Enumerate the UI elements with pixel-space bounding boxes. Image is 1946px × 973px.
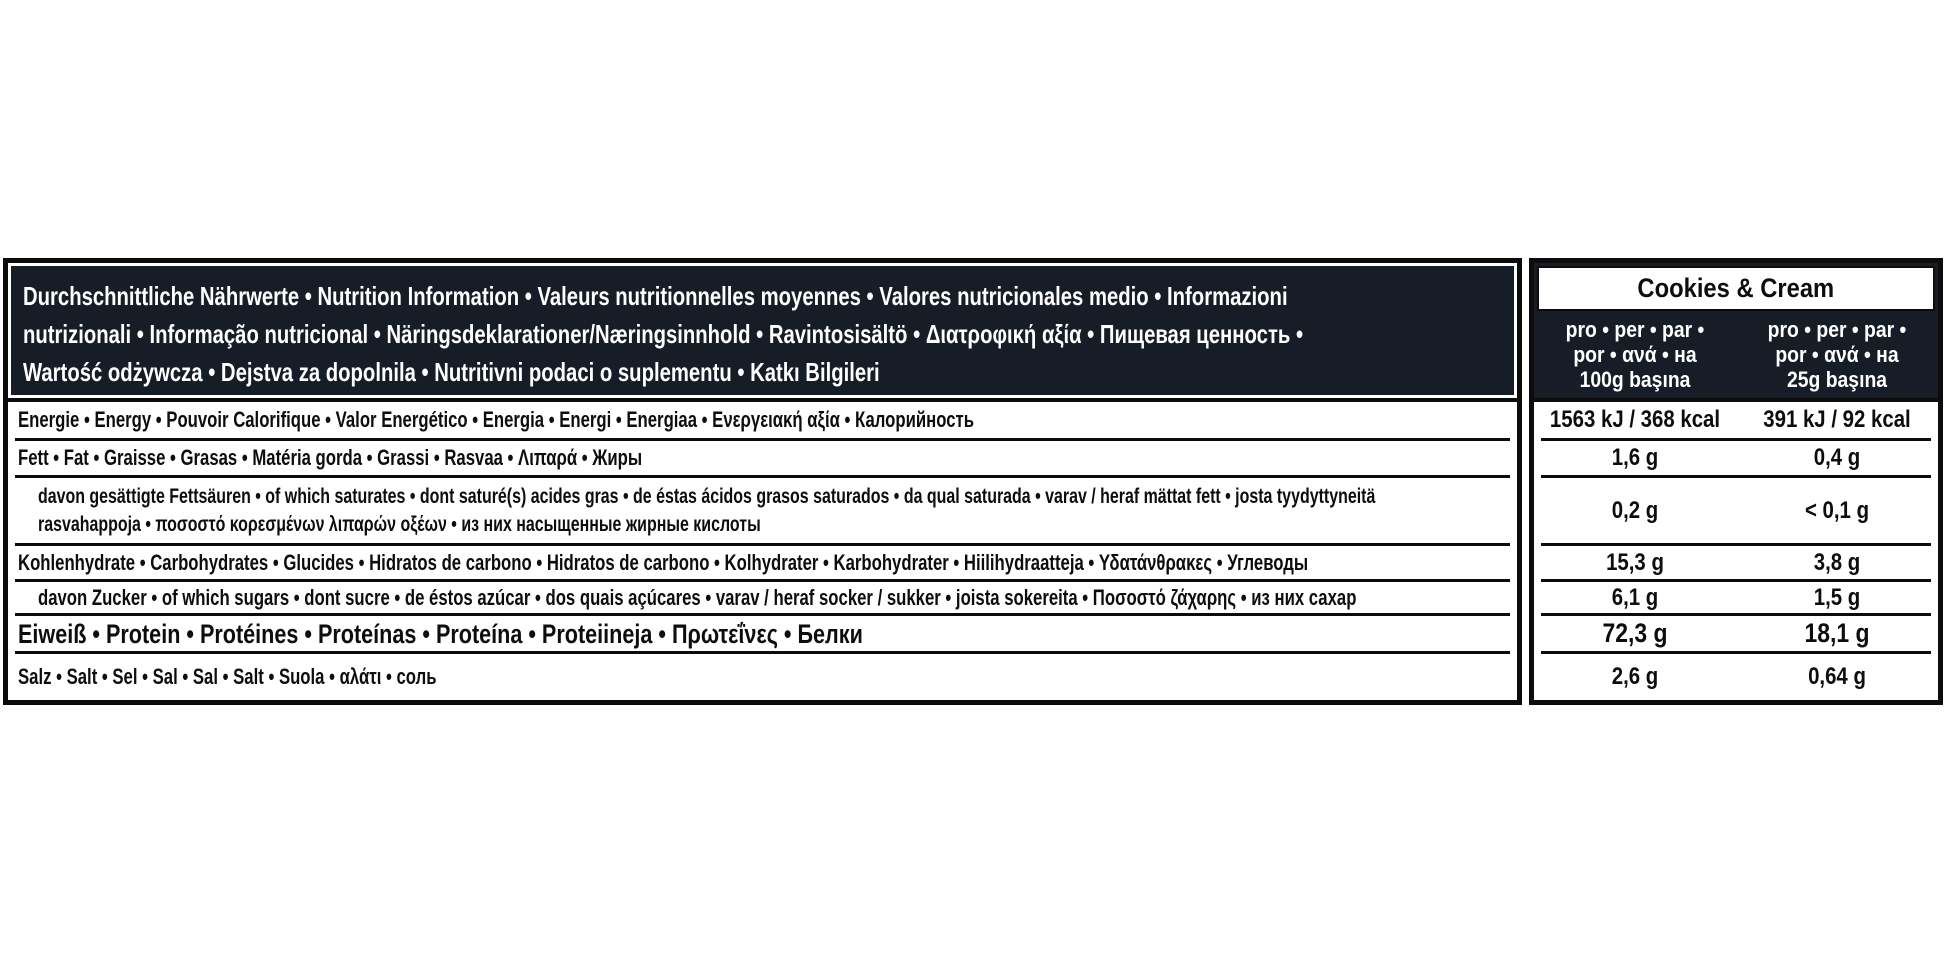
fat-label-text: Fett • Fat • Graisse • Grasas • Matéria gorda • Grassi • Rasvaa • Λιπαρά • Жиры: [18, 445, 643, 470]
value-rows: [1534, 402, 1938, 700]
salt-label-text: Salz • Salt • Sel • Sal • Sal • Salt • Suola • αλάτι • соль: [18, 664, 437, 689]
protein-per-100g: 72,3 g: [1602, 618, 1668, 648]
per-25g-line-1: pro • per • par •: [1767, 316, 1907, 342]
salt-per-100g: 2,6 g: [1611, 663, 1659, 690]
per-25g-line-2: por • ανά • на: [1775, 341, 1899, 367]
energy-per-25g: 391 kJ / 92 kcal: [1763, 406, 1911, 433]
per-25g-line-3: 25g başına: [1786, 366, 1888, 392]
fat-per-100g: 1,6 g: [1611, 444, 1659, 471]
row-energy-values: [1534, 402, 1938, 438]
sugars-per-100g: 6,1 g: [1611, 583, 1659, 611]
row-sugars-label: [8, 582, 1517, 613]
saturates-per-25g: < 0,1 g: [1804, 496, 1870, 524]
per-100g-line-2: por • ανά • на: [1573, 341, 1697, 367]
row-salt-label: [8, 654, 1517, 700]
row-salt-values: [1534, 654, 1938, 700]
row-sugars-values: [1534, 582, 1938, 613]
values-panel: [1529, 258, 1943, 705]
salt-per-25g: 0,64 g: [1808, 663, 1866, 690]
per-100g-line-1: pro • per • par •: [1565, 316, 1705, 342]
row-fat-values: [1534, 441, 1938, 475]
header-line-1: Durchschnittliche Nährwerte • Nutrition Information • Valeurs nutritionnelles moyennes • Valores nutricionales medio • Informazioni: [23, 281, 1288, 311]
header-line-3: Wartość odżywcza • Dejstva za dopolnila • Nutritivni podaci o suplementu • Katkı Bilgileri: [23, 357, 880, 387]
values-header: [1534, 263, 1938, 402]
per-100g-header: [1534, 314, 1736, 394]
per-100g-line-3: 100g başına: [1579, 366, 1691, 392]
carbohydrates-per-25g: 3,8 g: [1813, 548, 1861, 576]
protein-per-25g: 18,1 g: [1804, 618, 1870, 648]
row-carbohydrates-values: [1534, 546, 1938, 579]
per-25g-header: [1736, 314, 1938, 394]
row-protein-values: [1534, 616, 1938, 651]
row-saturates-label: [8, 478, 1517, 543]
energy-label-text: Energie • Energy • Pouvoir Calorifique • Valor Energético • Energia • Energi • Energiaa • Ενεργειακή αξία • Калорийность: [18, 407, 974, 432]
saturates-label-text-1: davon gesättigte Fettsäuren • of which saturates • dont saturé(s) acides gras • de éstas ácidos grasos saturados • da qual saturada • varav / heraf mättat fett • josta tyydyttyneitä: [38, 484, 1376, 508]
product-name: Cookies & Cream: [1637, 273, 1835, 303]
labels-panel: [3, 258, 1522, 705]
energy-per-100g: 1563 kJ / 368 kcal: [1549, 406, 1721, 433]
protein-label-text: Eiweiß • Protein • Protéines • Proteínas • Proteína • Proteiineja • Πρωτεΐνες • Белки: [18, 618, 863, 649]
fat-per-25g: 0,4 g: [1813, 444, 1861, 471]
label-rows: [8, 402, 1517, 700]
table-header: [8, 263, 1517, 402]
serving-headers: [1534, 314, 1938, 398]
row-carbohydrates-label: [8, 546, 1517, 579]
row-saturates-values: [1534, 478, 1938, 543]
product-name-box: [1537, 266, 1935, 311]
row-protein-label: [8, 616, 1517, 651]
nutrition-table: [3, 258, 1943, 705]
header-line-2: nutrizionali • Informação nutricional • Näringsdeklarationer/Næringsinnhold • Ravintosisältö • Διατροφική αξία • Пищевая ценность •: [23, 319, 1304, 349]
carbohydrates-per-100g: 15,3 g: [1606, 548, 1664, 576]
saturates-label-text-2: rasvahappoja • ποσοστό κορεσμένων λιπαρών οξέων • из них насыщенные жирные кислоты: [38, 512, 761, 536]
sugars-label-text: davon Zucker • of which sugars • dont sucre • de éstos azúcar • dos quais açúcares • varav / heraf socker / sukker • joista sokereita • Ποσοστό ζάχαρης • из них сахар: [38, 584, 1357, 610]
saturates-per-100g: 0,2 g: [1611, 496, 1659, 524]
row-fat-label: [8, 441, 1517, 475]
row-energy-label: [8, 402, 1517, 438]
sugars-per-25g: 1,5 g: [1813, 583, 1861, 611]
table-header-text: [11, 266, 1514, 395]
carbohydrates-label-text: Kohlenhydrate • Carbohydrates • Glucides • Hidratos de carbono • Hidratos de carbono • Kolhydrater • Karbohydrater • Hiilihydraatteja • Υδατάνθρακες • Углеводы: [18, 549, 1309, 575]
